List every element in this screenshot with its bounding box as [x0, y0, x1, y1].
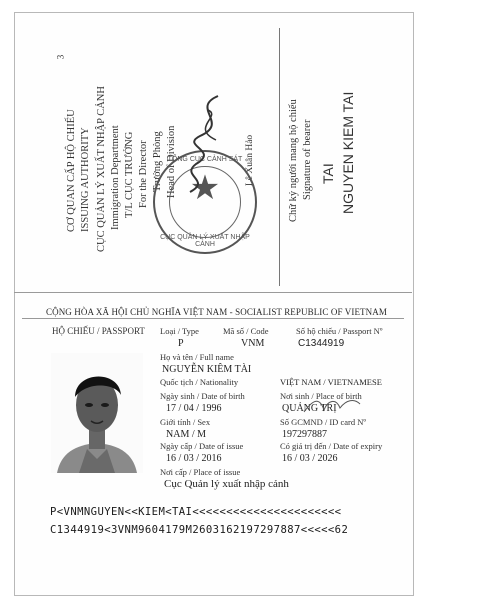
pob-label: Nơi sinh / Place of birth: [280, 391, 362, 401]
sex-value: NAM / M: [166, 429, 207, 440]
authority-line5: T/L CỤC TRƯỞNG: [124, 131, 135, 218]
authority-line6: For the Director: [138, 140, 149, 208]
passport-number-value: C1344919: [298, 338, 345, 349]
seal-top-text: TỔNG CỤC CẢNH SÁT: [167, 156, 243, 163]
signer-name: Lê Xuân Hảo: [245, 134, 255, 186]
mrz-line1: P<VNMNGUYEN<<KIEM<TAI<<<<<<<<<<<<<<<<<<<<<<: [50, 506, 342, 518]
holder-signature-overlay: [300, 392, 364, 418]
authority-line1: CƠ QUAN CẤP HỘ CHIẾU: [66, 109, 77, 232]
issue-value: 16 / 03 / 2016: [166, 453, 222, 464]
code-value: VNM: [241, 338, 265, 349]
expiry-label: Có giá trị đến / Date of expiry: [280, 441, 383, 451]
page-fold: [14, 292, 412, 293]
id-value: 197297887: [282, 429, 327, 440]
passport-label: HỘ CHIẾU / PASSPORT: [52, 326, 145, 336]
header-rule: [22, 318, 404, 319]
pob-value: QUẢNG TRỊ: [282, 403, 337, 414]
id-label: Số GCMND / ID card Nº: [280, 417, 366, 427]
bearer-signature-label-en: Signature of bearer: [302, 119, 313, 200]
sex-label: Giới tính / Sex: [160, 417, 211, 427]
name-value: NGUYỄN KIÊM TÀI: [162, 364, 252, 375]
bearer-signature-full: NGUYEN KIEM TAI: [340, 91, 356, 214]
issue-label: Ngày cấp / Date of issue: [160, 441, 244, 451]
passport-number-label: Số hộ chiếu / Passport Nº: [296, 326, 383, 336]
authority-line8: Head of Division: [166, 125, 177, 198]
page-number: 3: [55, 54, 66, 60]
authority-line2: ISSUING AUTHORITY: [80, 127, 91, 232]
code-label: Mã số / Code: [223, 326, 269, 336]
nationality-value: VIỆT NAM / VIETNAMESE: [280, 377, 382, 387]
authority-signature: [160, 88, 240, 198]
nationality-label: Quốc tịch / Nationality: [160, 377, 239, 387]
place-label: Nơi cấp / Place of issue: [160, 467, 241, 477]
authority-line7: Trưởng Phòng: [152, 131, 163, 192]
bearer-signature-first: TAI: [320, 163, 336, 184]
bearer-signature-label: Chữ ký người mang hộ chiếu: [288, 99, 299, 222]
dob-value: 17 / 04 / 1996: [166, 403, 222, 414]
type-label: Loại / Type: [160, 326, 199, 336]
column-divider: [279, 28, 280, 286]
star-icon: ★: [189, 170, 221, 207]
place-value: Cục Quản lý xuất nhập cảnh: [164, 478, 289, 490]
expiry-value: 16 / 03 / 2026: [282, 453, 338, 464]
name-label: Họ và tên / Full name: [160, 352, 234, 362]
country-header: CỘNG HÒA XÃ HỘI CHỦ NGHĨA VIỆT NAM - SOCIALIST REPUBLIC OF VIETNAM: [46, 307, 387, 317]
authority-line3: CỤC QUẢN LÝ XUẤT NHẬP CẢNH: [96, 86, 107, 252]
authority-line4: Immigration Department: [110, 125, 121, 230]
holder-photo: [51, 353, 143, 473]
dob-label: Ngày sinh / Date of birth: [160, 391, 245, 401]
mrz-line2: C1344919<3VNM9604179M2603162197297887<<<<<62: [50, 524, 349, 536]
type-value: P: [178, 338, 184, 349]
seal-bottom-text: CỤC QUẢN LÝ XUẤT NHẬP CẢNH: [160, 234, 250, 248]
